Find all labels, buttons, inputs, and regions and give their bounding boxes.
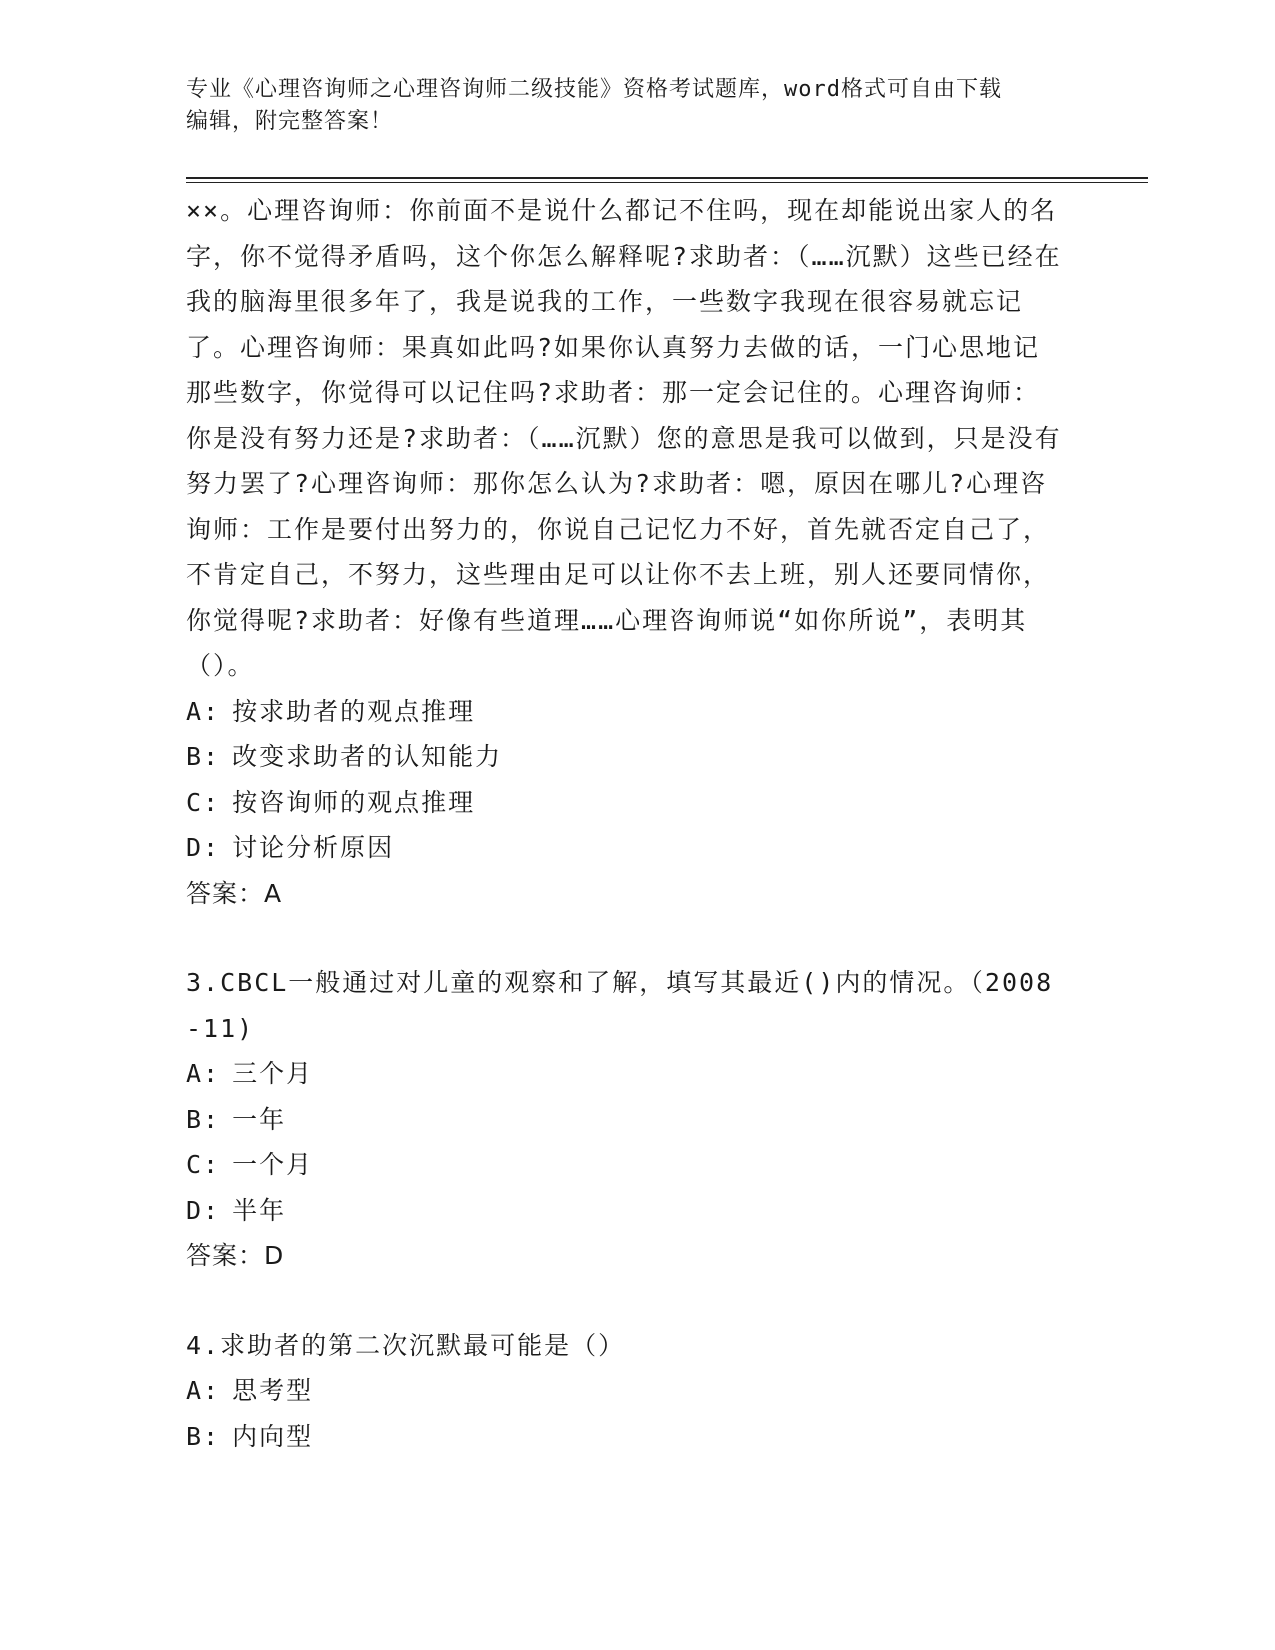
question-4-option-b xyxy=(186,1414,1066,1460)
option-text: 一年 xyxy=(232,1104,287,1134)
question-4-stem: 4.求助者的第二次沉默最可能是（） xyxy=(186,1330,626,1360)
header-line-2: 编辑，附完整答案！ xyxy=(186,109,394,134)
option-letter: C: xyxy=(186,787,221,817)
option-letter: D: xyxy=(186,1195,221,1225)
question-3-option-c xyxy=(186,1142,1066,1188)
question-2-option-b xyxy=(186,734,1066,780)
option-letter: A: xyxy=(186,1059,221,1088)
header-divider-thick xyxy=(186,177,1148,179)
option-text: 讨论分析原因 xyxy=(232,833,395,862)
question-2-answer: 答案：A xyxy=(186,878,283,908)
question-list xyxy=(186,188,1066,1459)
question-2-option-a xyxy=(186,689,1066,735)
question-4-option-a xyxy=(186,1368,1066,1414)
document-header xyxy=(186,74,1086,138)
option-letter: B: xyxy=(186,1421,221,1451)
spacer xyxy=(186,916,1066,960)
option-text: 三个月 xyxy=(232,1059,314,1088)
question-3-stem: 3.CBCL一般通过对儿童的观察和了解，填写其最近()内的情况。（2008-11) xyxy=(186,968,1054,1043)
option-letter: B: xyxy=(186,742,221,771)
question-3-option-a xyxy=(186,1051,1066,1097)
question-3 xyxy=(186,960,1066,1279)
option-text: 按咨询师的观点推理 xyxy=(232,787,476,817)
option-letter: C: xyxy=(186,1150,221,1179)
question-3-option-b xyxy=(186,1097,1066,1143)
question-3-answer: 答案：D xyxy=(186,1241,285,1270)
question-2-passage: ××。心理咨询师：你前面不是说什么都记不住吗，现在却能说出家人的名字，你不觉得矛盾吗，这个你怎么解释呢?求助者：（……沉默）这些已经在我的脑海里很多年了，我是说我的工作，一些数字我现在很容易就忘记了。心理咨询师：果真如此吗?如果你认真努力去做的话，一门心思地记那些数字，你觉得可以记住吗?求助者：那一定会记住的。心理咨询师：你是没有努力还是?求助者：（……沉默）您的意思是我可以做到，只是没有努力罢了?心理咨询师：那你怎么认为?求助者：嗯，原因在哪儿?心理咨询师：工作是要付出努力的，你说自己记忆力不好，首先就否定自己了，不肯定自己，不努力，这些理由足可以让你不去上班，别人还要同情你，你觉得呢?求助者：好像有些道理……心理咨询师说“如你所说”，表明其（）。 xyxy=(186,196,1062,680)
option-letter: D: xyxy=(186,833,221,862)
option-text: 按求助者的观点推理 xyxy=(232,696,476,726)
option-text: 半年 xyxy=(232,1195,287,1225)
header-line-1: 专业《心理咨询师之心理咨询师二级技能》资格考试题库，word格式可自由下载 xyxy=(186,77,1002,102)
question-2 xyxy=(186,188,1066,916)
question-2-option-c xyxy=(186,780,1066,826)
option-letter: A: xyxy=(186,696,221,726)
option-text: 改变求助者的认知能力 xyxy=(232,742,503,771)
spacer xyxy=(186,1279,1066,1323)
header-divider-thin xyxy=(186,182,1148,183)
question-2-option-d xyxy=(186,825,1066,871)
option-letter: B: xyxy=(186,1104,221,1134)
option-text: 思考型 xyxy=(232,1376,314,1405)
option-text: 一个月 xyxy=(232,1150,314,1179)
option-letter: A: xyxy=(186,1376,221,1405)
question-4 xyxy=(186,1323,1066,1460)
question-3-option-d xyxy=(186,1188,1066,1234)
option-text: 内向型 xyxy=(232,1421,314,1451)
